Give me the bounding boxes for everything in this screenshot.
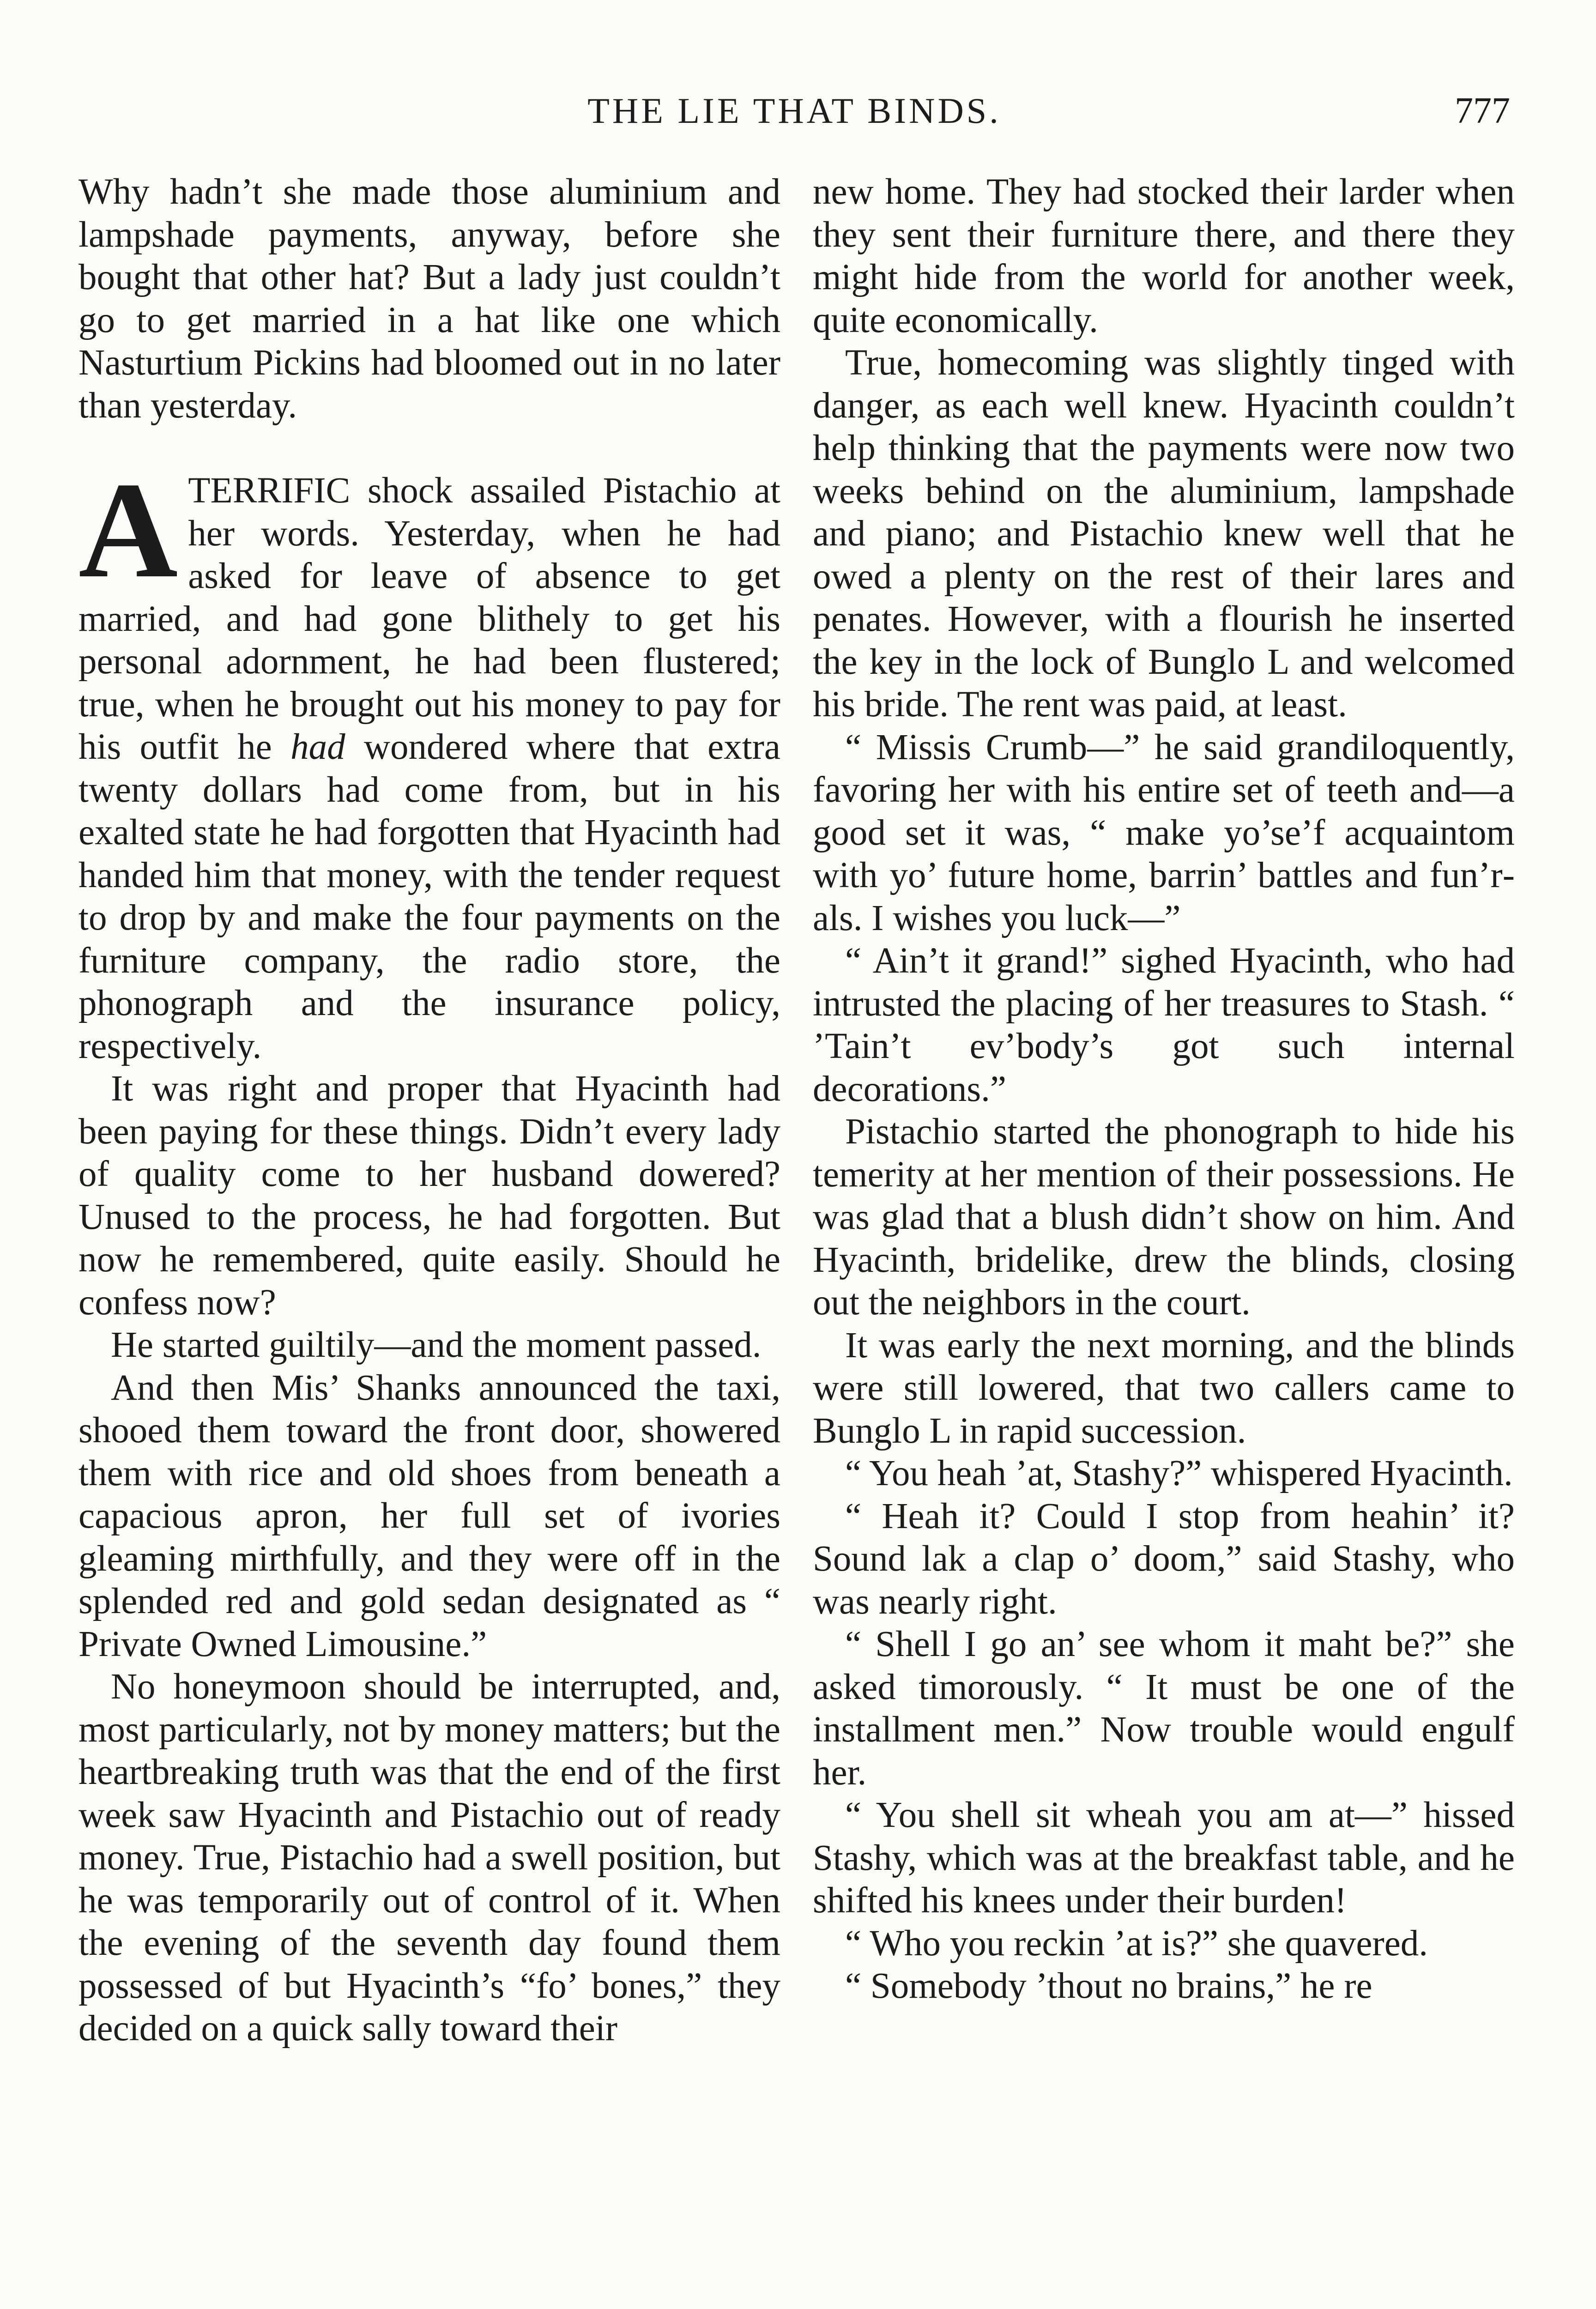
paragraph-text: wondered where that extra twenty dollars had come from, but in his exalted state he had forgotten that Hyacinth had handed him that money, with the tender request to drop by and make the four payments on the furniture company, the radio store, the phonograph and the insurance policy, respectively. xyxy=(79,727,780,1066)
paragraph: “ Shell I go an’ see whom it maht be?” she asked timorously. “ It must be one of the installment men.” Now trouble would engulf her. xyxy=(813,1624,1515,1793)
running-title: THE LIE THAT BINDS. xyxy=(587,91,1001,131)
paragraph: “ You heah ’at, Stashy?” whispered Hyacinth. xyxy=(845,1453,1513,1493)
paragraph: No honeymoon should be interrupted, and, most particularly, not by money matters; but the heartbreaking truth was that the end of the first week saw Hyacinth and Pistachio out of ready money. True, Pistachio had a swell position, but he was temporarily out of control of it. When the evening of the seventh day found them possessed of but Hyacinth’s “fo’ bones,” they decided on a quick sally toward their xyxy=(79,1667,780,2049)
paragraph: “ You shell sit wheah you am at—” hissed Stashy, which was at the breakfast table, and he shifted his knees under their burden! xyxy=(813,1795,1515,1921)
paragraph-with-dropcap xyxy=(79,454,780,1068)
paragraph: “ Missis Crumb—” he said grandiloquently, favoring her with his entire set of teeth and—a good set it was, “ make yo’se’f acquaintom with yo’ future home, barrin’ battles and fun’rals. I wishes you luck—” xyxy=(813,727,1515,938)
paragraph: And then Mis’ Shanks announced the taxi, shooed them toward the front door, showered them with rice and old shoes from beneath a capacious apron, her full set of ivories gleaming mirthfully, and they were off in the splended red and gold sedan designated as “ Private Owned Limousine.” xyxy=(79,1367,780,1664)
drop-cap: A xyxy=(79,454,178,606)
emphasis: had xyxy=(290,727,345,767)
paragraph: “ Heah it? Could I stop from heahin’ it? Sound lak a clap o’ doom,” said Stashy, who was nearly right. xyxy=(813,1496,1515,1622)
paragraph-text: TERRIFIC shock assailed Pistachio at her words. Yesterday, when he had asked for leave of absence to get married, and had gone blithely to get his personal adornment, he had been flustered; true, when he brought out his money to pay for his outfit he xyxy=(79,471,780,767)
paragraph: new home. They had stocked their larder when they sent their furniture there, and there they might hide from the world for another week, quite economically. xyxy=(813,172,1515,340)
paragraph: “ Ain’t it grand!” sighed Hyacinth, who had intrusted the placing of her treasures to Stash. “ ’Tain’t ev’body’s got such internal decorations.” xyxy=(813,941,1515,1109)
paragraph: “ Somebody ’thout no brains,” he re xyxy=(845,1966,1372,2006)
paragraph: “ Who you reckin ’at is?” she quavered. xyxy=(845,1923,1428,1964)
running-head xyxy=(79,83,1510,139)
page-number: 777 xyxy=(1455,91,1510,131)
paragraph: He started guiltily—and the moment passed. xyxy=(111,1325,762,1365)
left-column xyxy=(79,171,780,2309)
paragraph: Why hadn’t she made those aluminium and lampshade payments, anyway, before she bought that other hat? But a lady just couldn’t go to get married in a hat like one which Nasturtium Pickins had bloomed out in no later than yesterday. xyxy=(79,172,780,426)
right-column xyxy=(813,171,1515,2309)
paragraph: Pistachio started the phonograph to hide his temerity at her mention of their possessions. He was glad that a blush didn’t show on him. And Hyacinth, bridelike, drew the blinds, closing out the neighbors in the court. xyxy=(813,1112,1515,1323)
paragraph: It was early the next morning, and the blinds were still lowered, that two callers came to Bunglo L in rapid succession. xyxy=(813,1325,1515,1451)
paragraph: True, homecoming was slightly tinged with danger, as each well knew. Hyacinth couldn’t help thinking that the payments were now two weeks behind on the aluminium, lampshade and piano; and Pistachio knew well that he owed a plenty on the rest of their lares and penates. However, with a flourish he inserted the key in the lock of Bunglo L and welcomed his bride. The rent was paid, at least. xyxy=(813,343,1515,725)
paragraph: It was right and proper that Hyacinth had been paying for these things. Didn’t every lady of quality come to her husband dowered? Unused to the process, he had forgotten. But now he remembered, quite easily. Should he confess now? xyxy=(79,1069,780,1323)
